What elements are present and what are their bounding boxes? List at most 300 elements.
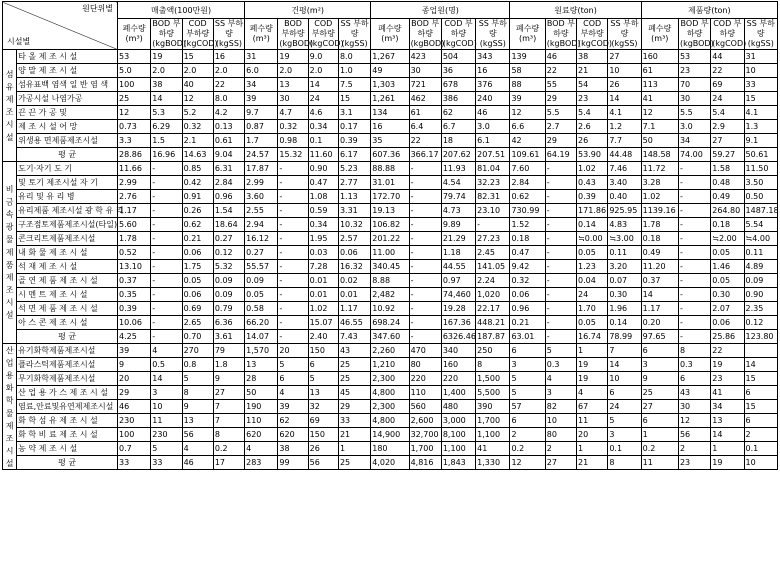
value-cell: 8.0 [213,92,244,106]
value-cell: 24.57 [245,148,278,162]
value-cell: 0.35 [118,288,151,302]
value-cell: 123.80 [744,330,777,344]
value-cell: 38 [278,442,308,456]
value-cell: 0.06 [182,288,213,302]
value-cell: 1.02 [641,190,678,204]
value-cell: 50 [641,134,678,148]
table-row [3,414,778,428]
value-cell: 2.07 [711,302,744,316]
value-cell: 3 [510,358,545,372]
value-cell: 8.0 [338,50,370,64]
value-cell: 0.05 [577,246,608,260]
value-cell: 2.0 [213,64,244,78]
value-cell: 100 [118,78,151,92]
value-cell: 220 [409,372,441,386]
value-cell: - [151,246,182,260]
value-cell: 6 [308,358,338,372]
value-cell: 480 [441,400,475,414]
value-cell: 18.64 [213,218,244,232]
value-cell: 1.2 [608,120,641,134]
value-cell: 28 [245,372,278,386]
value-cell: - [278,330,308,344]
value-cell: 46 [545,50,576,64]
value-cell: 12 [510,106,545,120]
value-cell: 0.50 [744,190,777,204]
value-cell: 0.62 [510,190,545,204]
value-cell: 0.2 [641,442,678,456]
value-cell: 0.34 [308,218,338,232]
value-cell: 1.96 [608,302,641,316]
value-cell: 26 [608,78,641,92]
group-header: 종업원(명) [371,2,510,19]
value-cell: 22.17 [476,302,510,316]
value-cell: 2.84 [213,176,244,190]
value-cell: 0.05 [711,274,744,288]
subcolumn-header: BOD 부하량 (kgBOD) [152,19,187,48]
value-cell: - [678,162,710,176]
value-cell: 9 [213,372,244,386]
value-cell: 5 [545,344,576,358]
table-row [3,400,778,414]
value-cell: 1,261 [371,92,409,106]
value-cell: 24 [608,400,641,414]
value-cell: 4.83 [608,218,641,232]
value-cell: 9.0 [308,50,338,64]
value-cell: 14 [711,428,744,442]
value-cell: 6 [510,414,545,428]
value-cell: 35 [371,134,409,148]
value-cell: 22 [545,64,576,78]
subcolumn-header: 폐수량 (m³) [641,19,678,50]
value-cell: 42 [510,134,545,148]
value-cell: 39 [118,344,151,358]
value-cell: 0.05 [182,274,213,288]
value-cell: 6.36 [213,316,244,330]
value-cell: 21 [577,64,608,78]
value-cell: 1,570 [245,344,278,358]
value-cell: 150 [308,428,338,442]
value-cell: 0.27 [245,246,278,260]
value-cell: 74,460 [441,288,475,302]
value-cell: - [678,232,710,246]
value-cell: 3 [641,358,678,372]
value-cell: 69 [308,414,338,428]
value-cell: 0.09 [213,288,244,302]
value-cell: 12 [678,414,710,428]
facility-name: 유리 및 유 리 병 [17,190,118,204]
value-cell: 730.99 [510,204,545,218]
table-row [3,134,778,148]
value-cell: 22 [213,78,244,92]
value-cell: 0.59 [308,204,338,218]
value-cell: 0.11 [608,246,641,260]
value-cell: 34 [711,400,744,414]
value-cell: 4 [545,372,576,386]
value-cell: 2.55 [245,204,278,218]
group-header: 매출액(100만원) [118,2,245,19]
facility-name: 구조점토제품제조시설(타일) [17,218,118,232]
value-cell: 5.32 [213,260,244,274]
value-cell: 23 [577,92,608,106]
value-cell: - [409,316,441,330]
value-cell: - [409,274,441,288]
value-cell: 462 [409,92,441,106]
value-cell: 30 [278,92,308,106]
value-cell: 0.70 [182,330,213,344]
value-cell: 20 [577,428,608,442]
value-cell: 207.51 [476,148,510,162]
value-cell: - [545,232,576,246]
value-cell: 6 [744,386,777,400]
value-cell: 6.31 [213,162,244,176]
value-cell: ≒3.00 [608,232,641,246]
value-cell: 25 [338,372,370,386]
value-cell: 29 [338,400,370,414]
table-row [3,274,778,288]
value-cell: 1 [577,344,608,358]
value-cell: 148.58 [641,148,678,162]
value-cell: 10 [545,414,576,428]
value-cell: 80 [409,358,441,372]
group-header: 제품량(ton) [641,2,777,19]
value-cell: 0.37 [641,274,678,288]
value-cell: - [409,218,441,232]
value-cell: 4 [577,386,608,400]
value-cell: 27 [608,50,641,64]
value-cell: 1,330 [476,456,510,470]
value-cell: 26 [308,442,338,456]
value-cell: - [409,162,441,176]
value-cell: 14 [151,92,182,106]
value-cell: 24 [577,288,608,302]
value-cell: - [151,162,182,176]
value-cell: 16.74 [577,330,608,344]
value-cell: 7.28 [308,260,338,274]
value-cell: 19 [278,50,308,64]
value-cell: - [545,288,576,302]
value-cell: 79.74 [441,190,475,204]
value-cell: 2.1 [182,134,213,148]
value-cell: 2.77 [338,176,370,190]
value-cell: 97.65 [641,330,678,344]
facility-name: 무기화학제품제조시설 [17,372,118,386]
subcolumn-header: COD 부하량 (kgCOD) [442,19,477,48]
value-cell: - [409,260,441,274]
value-cell: 230 [118,414,151,428]
value-cell: 13 [711,414,744,428]
value-cell: 620 [278,428,308,442]
value-cell: 12 [510,456,545,470]
value-cell: 0.97 [441,274,475,288]
value-cell: 11 [577,414,608,428]
value-cell: 270 [182,344,213,358]
value-cell: 43 [338,344,370,358]
value-cell: 5,500 [476,386,510,400]
value-cell: 0.07 [608,274,641,288]
value-cell: 2 [744,428,777,442]
value-cell: 620 [245,428,278,442]
value-cell: 69 [711,78,744,92]
value-cell: 0.90 [744,288,777,302]
value-cell: 160 [441,358,475,372]
value-cell: 0.73 [118,120,151,134]
value-cell: - [678,204,710,218]
table-row [3,386,778,400]
subcolumn-header: BOD 부하량 (kgBOD) [279,19,314,48]
value-cell: 3,000 [441,414,475,428]
value-cell: - [545,162,576,176]
subcolumn-header: SS 부하량 (kgSS) [608,19,641,50]
value-cell: 4,800 [371,414,409,428]
value-cell: 8,100 [441,428,475,442]
value-cell: 1 [338,442,370,456]
value-cell: 44.48 [608,148,641,162]
value-cell: 1 [577,442,608,456]
value-cell: - [545,246,576,260]
value-cell: 0.98 [278,134,308,148]
value-cell: 2,600 [409,414,441,428]
value-cell: 30 [409,64,441,78]
value-cell: 0.61 [213,134,244,148]
value-cell: 5 [608,414,641,428]
value-cell: 5 [182,372,213,386]
value-cell: 14 [641,288,678,302]
value-cell: 2.7 [545,120,576,134]
value-cell: - [476,218,510,232]
value-cell: 13 [278,78,308,92]
subcolumn-header: COD 부하량 (kgCOD) [712,19,747,48]
value-cell: - [278,246,308,260]
value-cell: 0.39 [577,190,608,204]
table-row [3,232,778,246]
value-cell: 7.1 [641,120,678,134]
value-cell: 17 [213,456,244,470]
facility-name: 화 학 비 료 제 조 시 설 [17,428,118,442]
value-cell: 11.66 [118,162,151,176]
value-cell: 0.06 [510,288,545,302]
subcolumn-header: BOD 부하량 (kgBOD) [410,19,445,48]
value-cell: 343 [476,50,510,64]
value-cell: - [678,316,710,330]
value-cell: 25 [118,92,151,106]
subcolumn-header: COD 부하량 (kgCOD) [183,19,218,48]
value-cell: 230 [151,428,182,442]
value-cell: 36 [441,64,475,78]
value-cell: 386 [441,92,475,106]
value-cell: 113 [641,78,678,92]
value-cell: 14 [744,358,777,372]
value-cell: 14 [308,78,338,92]
value-cell: 33 [118,456,151,470]
value-cell: 70 [678,78,710,92]
value-cell: 9 [182,400,213,414]
value-cell: 29 [545,134,576,148]
value-cell: 24 [308,92,338,106]
value-cell: 376 [476,78,510,92]
value-cell: 88.88 [371,162,409,176]
value-cell: 2.76 [118,190,151,204]
value-cell: 14.07 [245,330,278,344]
section-label: 비 금 속 광 물 제 품 제 조 시 설 [3,162,17,344]
value-cell: 54 [577,78,608,92]
subcolumn-header: SS 부하량 (kgSS) [214,19,244,48]
value-cell: 1.70 [577,302,608,316]
value-cell: 15 [338,92,370,106]
value-cell: 1.8 [213,358,244,372]
value-cell: 46.55 [338,316,370,330]
value-cell: ≒4.00 [744,232,777,246]
value-cell: 1.95 [308,232,338,246]
value-cell: 3.61 [213,330,244,344]
value-cell: 160 [641,50,678,64]
value-cell: 15.07 [308,316,338,330]
facility-name: 유기화학제품제조시설 [17,344,118,358]
value-cell: 2.84 [510,176,545,190]
value-cell: 109.61 [510,148,545,162]
value-cell: 0.18 [641,232,678,246]
value-cell: 6.6 [510,120,545,134]
value-cell: 0.02 [338,274,370,288]
value-cell: 264.80 [711,204,744,218]
value-cell: 19.13 [371,204,409,218]
value-cell: 33 [338,414,370,428]
value-cell: 2 [545,442,576,456]
value-cell: - [278,288,308,302]
table-row [3,260,778,274]
value-cell: 0.47 [308,176,338,190]
table-row [3,302,778,316]
value-cell: 1.02 [577,162,608,176]
value-cell: 2.35 [744,302,777,316]
value-cell: 16.12 [245,232,278,246]
value-cell: 0.14 [608,316,641,330]
value-cell: 8 [608,456,641,470]
value-cell: 187.87 [476,330,510,344]
value-cell: - [545,176,576,190]
value-cell: 0.7 [118,442,151,456]
value-cell: 62 [278,414,308,428]
value-cell: 21.29 [441,232,475,246]
value-cell: 0.62 [182,218,213,232]
value-cell: - [409,330,441,344]
value-cell: 15 [744,372,777,386]
value-cell: - [151,274,182,288]
value-cell: 25 [641,386,678,400]
average-row [3,330,778,344]
value-cell: 10.06 [118,316,151,330]
value-cell: - [151,176,182,190]
facility-name: 화 학 섬 유 제 조 시 설 [17,414,118,428]
value-cell: 5.4 [711,106,744,120]
value-cell: 6326.46 [441,330,475,344]
value-cell: 4.54 [441,176,475,190]
value-cell: 9.7 [245,106,278,120]
value-cell: 10.92 [371,302,409,316]
value-cell: 2.40 [308,330,338,344]
value-cell: 0.3 [678,358,710,372]
value-cell: 0.05 [711,246,744,260]
facility-name: 콘크리트제품제조시설 [17,232,118,246]
value-cell: 0.13 [213,120,244,134]
value-cell: - [545,204,576,218]
value-cell: - [678,218,710,232]
value-cell: 0.14 [577,218,608,232]
value-cell: 423 [409,50,441,64]
value-cell: 88 [510,78,545,92]
value-cell: 0.1 [308,134,338,148]
value-cell: 20 [278,344,308,358]
value-cell: 14 [608,92,641,106]
table-row [3,344,778,358]
value-cell: 43 [678,386,710,400]
value-cell: - [545,316,576,330]
value-cell: 8 [678,344,710,358]
value-cell: 57 [510,400,545,414]
value-cell: - [278,218,308,232]
value-cell: 0.37 [118,274,151,288]
value-cell: 340.45 [371,260,409,274]
value-cell: 0.47 [510,246,545,260]
value-cell: 6.1 [476,134,510,148]
value-cell: 14.63 [182,148,213,162]
value-cell: 5.5 [545,106,576,120]
section-label: 섬 유 제 조 시 설 [3,50,17,162]
value-cell: 7.7 [608,134,641,148]
corner-top-label: 원단위별 [82,4,114,13]
value-cell: 134 [371,106,409,120]
value-cell: 1,100 [476,428,510,442]
value-cell: - [678,302,710,316]
value-cell: 0.27 [213,232,244,246]
value-cell: 7.43 [338,330,370,344]
value-cell: 11.72 [641,162,678,176]
value-cell: 7 [213,414,244,428]
value-cell: 24 [711,92,744,106]
value-cell: 180 [371,442,409,456]
value-cell: 19 [711,456,744,470]
value-cell: 10 [151,400,182,414]
value-cell: 0.8 [182,358,213,372]
value-cell: 3.1 [338,106,370,120]
value-cell: 0.90 [308,162,338,176]
value-cell: 0.05 [577,316,608,330]
value-cell: - [278,176,308,190]
value-cell: 1 [641,428,678,442]
table-row [3,92,778,106]
value-cell: 5 [278,358,308,372]
facility-name: 농 약 제 조 시 설 [17,442,118,456]
value-cell: 0.18 [711,218,744,232]
value-cell: 2.45 [476,246,510,260]
facility-name: 골 연 제 품 제 조 시 설 [17,274,118,288]
value-cell: 1.7 [245,134,278,148]
value-cell: - [409,190,441,204]
value-cell: 6 [608,386,641,400]
value-cell: 25 [338,358,370,372]
value-cell: 0.96 [213,190,244,204]
value-cell: 0.40 [608,190,641,204]
value-cell: 2 [510,428,545,442]
facility-name: 유리제품 제조시설 광 학 유 리 [17,204,118,218]
value-cell: 5.54 [744,218,777,232]
value-cell: 66.20 [245,316,278,330]
value-cell: 250 [476,344,510,358]
value-cell: 0.34 [308,120,338,134]
subcolumn-header: SS 부하량 (kgSS) [338,19,370,50]
value-cell: 4.89 [744,260,777,274]
value-cell: 12 [641,106,678,120]
value-cell: 2.24 [476,274,510,288]
